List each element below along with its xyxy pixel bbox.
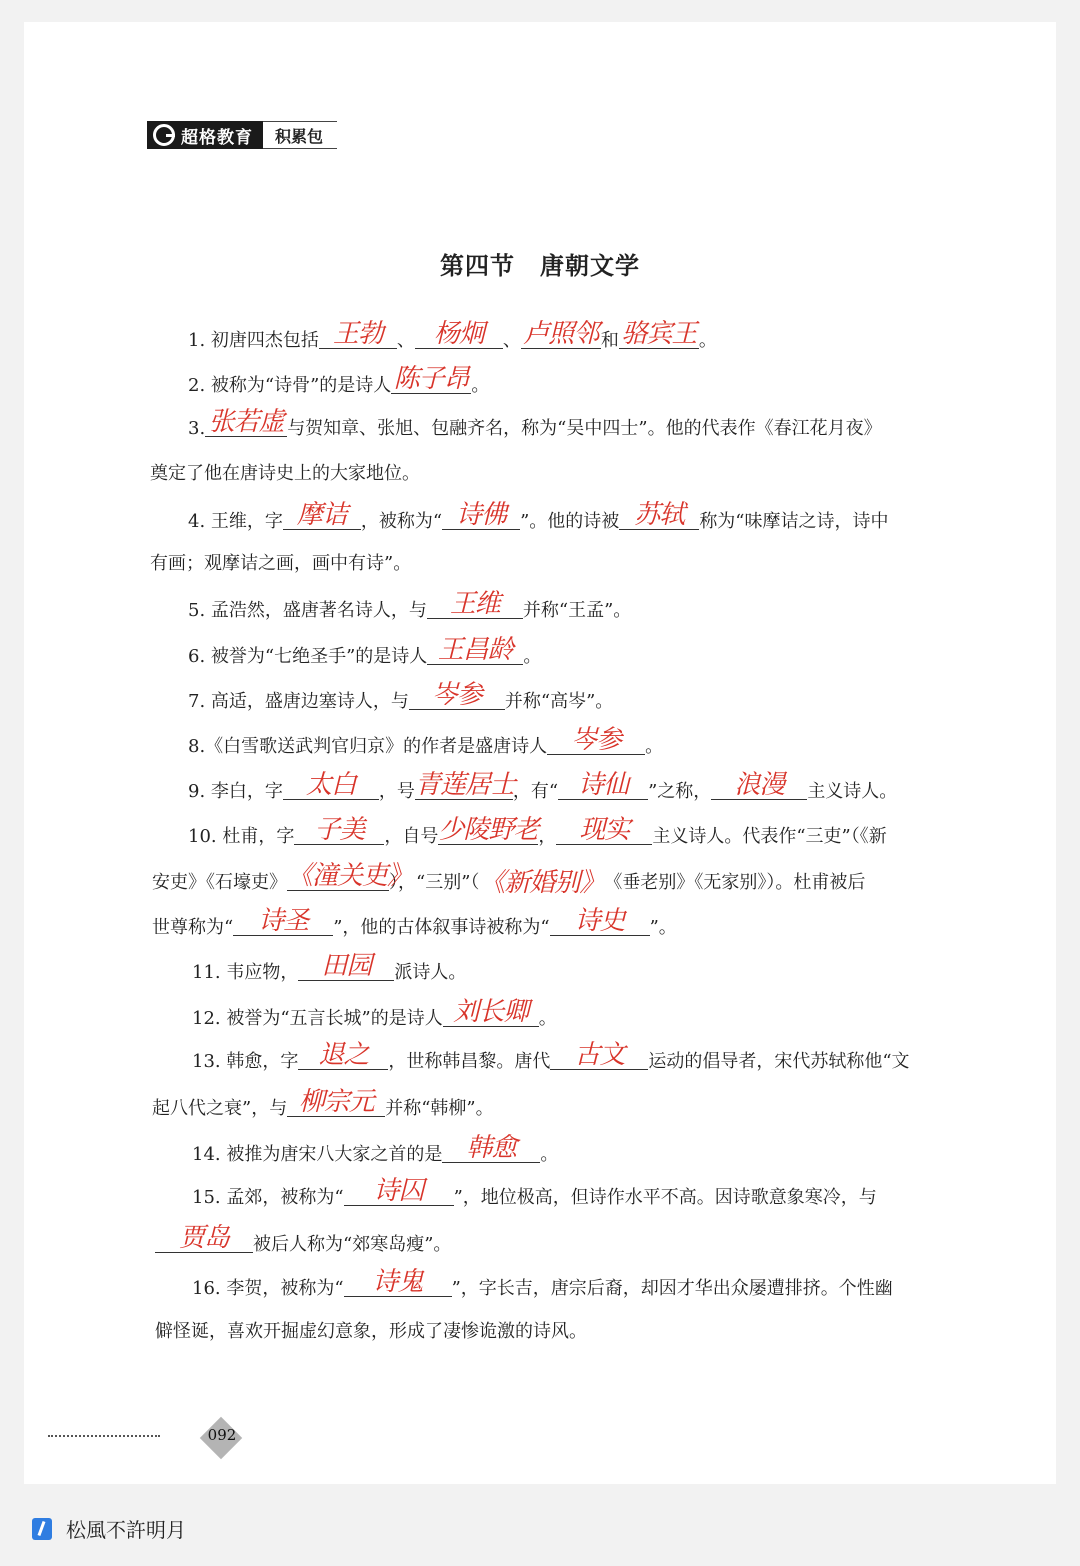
question-text: 世尊称为“ bbox=[152, 917, 234, 938]
question-text: 、 bbox=[396, 330, 415, 351]
handwritten-answer: 岑参 bbox=[431, 680, 482, 710]
footer-watermark bbox=[32, 1514, 186, 1543]
handwritten-answer: 卢照邻 bbox=[523, 319, 599, 349]
answer-blank bbox=[711, 770, 807, 800]
answer-blank bbox=[294, 815, 384, 845]
handwritten-answer: 苏轼 bbox=[634, 500, 685, 530]
question-text: 6. 被誉为“七绝圣手”的是诗人 bbox=[188, 646, 428, 667]
question-14 bbox=[192, 1133, 559, 1167]
question-text: ，世称韩昌黎。唐代 bbox=[388, 1051, 551, 1072]
question-text: ，自号 bbox=[384, 826, 439, 847]
handwritten-answer: 浪漫 bbox=[734, 770, 785, 800]
question-text: ”，地位极高，但诗作水平不高。因诗歌意象寒冷，与 bbox=[453, 1187, 877, 1208]
question-text: 。 bbox=[471, 375, 490, 396]
question-8 bbox=[188, 725, 664, 759]
question-text: 。 bbox=[523, 646, 542, 667]
handwritten-answer: 太白 bbox=[305, 770, 356, 800]
handwritten-answer: 骆宾王 bbox=[621, 319, 697, 349]
brand-name: 超格教育 bbox=[181, 127, 253, 148]
question-text: 14. 被推为唐宋八大家之首的是 bbox=[192, 1144, 443, 1165]
answer-blank bbox=[205, 407, 287, 437]
question-text: 9. 李白，字 bbox=[188, 781, 283, 802]
answer-blank bbox=[547, 725, 645, 755]
handwritten-answer: 青莲居士 bbox=[414, 770, 515, 800]
question-text: 3. bbox=[188, 418, 206, 439]
question-text: 。 bbox=[698, 330, 717, 351]
question-1 bbox=[188, 319, 717, 353]
question-text: 派诗人。 bbox=[394, 962, 467, 983]
question-13-line-2 bbox=[152, 1087, 494, 1121]
question-text: 《垂老别》《无家别》）。杜甫被后 bbox=[604, 872, 866, 893]
question-text: 16. 李贺，被称为“ bbox=[192, 1278, 344, 1299]
handwritten-answer: 《潼关吏》 bbox=[287, 861, 413, 891]
question-10-line-2 bbox=[152, 861, 866, 898]
handwritten-answer: 张若虚 bbox=[208, 407, 284, 437]
brand-header bbox=[147, 121, 337, 149]
question-text: 起八代之衰”，与 bbox=[152, 1098, 288, 1119]
question-text: 。 bbox=[538, 1008, 557, 1029]
answer-blank bbox=[287, 861, 413, 891]
question-text: 并称“高岑”。 bbox=[504, 691, 614, 712]
question-text: 10. 杜甫，字 bbox=[188, 826, 295, 847]
handwritten-answer: 王维 bbox=[449, 589, 500, 619]
question-4-line-2: 有画；观摩诘之画，画中有诗”。 bbox=[150, 553, 412, 574]
answer-blank bbox=[556, 815, 652, 845]
handwritten-answer: 韩愈 bbox=[466, 1133, 517, 1163]
answer-blank bbox=[283, 500, 361, 530]
handwritten-answer: 诗佛 bbox=[456, 500, 507, 530]
question-13 bbox=[192, 1040, 910, 1074]
question-2 bbox=[188, 364, 490, 398]
question-text: 安吏》《石壕吏》 bbox=[152, 872, 287, 893]
question-text: ， bbox=[538, 826, 557, 847]
handwritten-answer: 田园 bbox=[321, 951, 372, 981]
handwritten-answer: 刘长卿 bbox=[453, 997, 529, 1027]
answer-blank bbox=[550, 906, 650, 936]
question-text: 并称“王孟”。 bbox=[522, 600, 632, 621]
section-title: 第四节 唐朝文学 bbox=[440, 251, 640, 280]
question-text: 。 bbox=[645, 736, 664, 757]
question-3 bbox=[188, 407, 882, 441]
question-15 bbox=[192, 1176, 877, 1210]
handwritten-answer: 陈子昂 bbox=[393, 364, 469, 394]
handwritten-answer: 《新婚别》 bbox=[479, 868, 605, 898]
question-5 bbox=[188, 589, 632, 623]
question-text: 运动的倡导者，宋代苏轼称他“文 bbox=[648, 1051, 910, 1072]
handwritten-answer: 岑参 bbox=[571, 725, 622, 755]
handwritten-answer: 杨炯 bbox=[433, 319, 484, 349]
question-text: 4. 王维，字 bbox=[188, 511, 283, 532]
question-text: 12. 被誉为“五言长城”的是诗人 bbox=[192, 1008, 443, 1029]
question-text: 被后人称为“郊寒岛瘦”。 bbox=[253, 1234, 452, 1255]
handwritten-answer: 退之 bbox=[318, 1040, 369, 1070]
question-12 bbox=[192, 997, 557, 1031]
handwritten-answer: 摩诘 bbox=[296, 500, 347, 530]
question-10-line-3 bbox=[152, 906, 677, 940]
dotted-rule bbox=[48, 1435, 160, 1437]
answer-blank bbox=[391, 364, 471, 394]
answer-blank bbox=[427, 635, 523, 665]
answer-blank bbox=[619, 319, 699, 349]
question-4 bbox=[188, 500, 889, 534]
question-text: ，有“ bbox=[512, 781, 559, 802]
question-text: ”，他的古体叙事诗被称为“ bbox=[333, 917, 550, 938]
answer-blank bbox=[521, 319, 601, 349]
handwritten-answer: 诗圣 bbox=[258, 906, 309, 936]
question-text: ），“三别”（ bbox=[389, 872, 480, 893]
question-16-line-2: 僻怪诞，喜欢开掘虚幻意象，形成了凄惨诡激的诗风。 bbox=[155, 1321, 587, 1342]
question-text: 和 bbox=[600, 330, 619, 351]
question-text: 称为“味摩诘之诗，诗中 bbox=[699, 511, 889, 532]
question-text: 5. 孟浩然，盛唐著名诗人，与 bbox=[188, 600, 427, 621]
question-10 bbox=[188, 815, 887, 849]
answer-blank bbox=[414, 770, 515, 800]
question-text: 并称“韩柳”。 bbox=[385, 1098, 494, 1119]
question-15-line-2 bbox=[155, 1223, 452, 1257]
question-text: ”。他的诗被 bbox=[520, 511, 620, 532]
handwritten-answer: 少陵野老 bbox=[438, 815, 539, 845]
question-6 bbox=[188, 635, 542, 669]
logo-g-icon bbox=[153, 124, 175, 146]
answer-blank bbox=[283, 770, 379, 800]
answer-blank bbox=[233, 906, 333, 936]
question-16 bbox=[192, 1267, 893, 1301]
answer-blank bbox=[438, 815, 539, 845]
answer-blank bbox=[344, 1176, 454, 1206]
question-text: 与贺知章、张旭、包融齐名，称为“吴中四士”。他的代表作《春江花月夜》 bbox=[287, 418, 882, 439]
page-number bbox=[48, 1425, 248, 1445]
question-text: 、 bbox=[502, 330, 521, 351]
answer-blank bbox=[415, 319, 503, 349]
question-text: ，号 bbox=[378, 781, 415, 802]
handwritten-answer: 子美 bbox=[314, 815, 365, 845]
handwritten-answer: 王勃 bbox=[332, 319, 383, 349]
handwritten-answer: 古文 bbox=[574, 1040, 625, 1070]
question-text: 2. 被称为“诗骨”的是诗人 bbox=[188, 375, 392, 396]
handwritten-answer: 柳宗元 bbox=[298, 1087, 374, 1117]
handwritten-answer: 诗囚 bbox=[373, 1176, 424, 1206]
watermark-text: 松風不許明月 bbox=[66, 1518, 186, 1542]
handwritten-answer: 诗仙 bbox=[578, 770, 629, 800]
question-text: 13. 韩愈，字 bbox=[192, 1051, 299, 1072]
question-text: ，被称为“ bbox=[360, 511, 443, 532]
handwritten-answer: 王昌龄 bbox=[437, 635, 513, 665]
handwritten-answer: 诗鬼 bbox=[372, 1267, 423, 1297]
question-text: 11. 韦应物， bbox=[192, 962, 299, 983]
question-text: 主义诗人。代表作“三吏”（《新 bbox=[652, 826, 887, 847]
pack-label: 积累包 bbox=[263, 121, 337, 149]
answer-blank bbox=[442, 500, 520, 530]
answer-blank bbox=[427, 589, 523, 619]
question-7 bbox=[188, 680, 614, 714]
pen-app-icon bbox=[32, 1518, 52, 1540]
answer-blank bbox=[298, 1040, 388, 1070]
question-9 bbox=[188, 770, 898, 804]
answer-blank bbox=[443, 997, 539, 1027]
question-text: 8.《白雪歌送武判官归京》的作者是盛唐诗人 bbox=[188, 736, 548, 757]
question-3-line-2: 奠定了他在唐诗史上的大家地位。 bbox=[150, 463, 420, 484]
answer-blank bbox=[550, 1040, 648, 1070]
question-text: ”之称， bbox=[648, 781, 712, 802]
answer-blank bbox=[344, 1267, 452, 1297]
handwritten-answer: 诗史 bbox=[574, 906, 625, 936]
question-text: 主义诗人。 bbox=[807, 781, 898, 802]
answer-blank bbox=[558, 770, 648, 800]
question-text: 7. 高适，盛唐边塞诗人，与 bbox=[188, 691, 409, 712]
answer-blank bbox=[155, 1223, 253, 1253]
question-text: 。 bbox=[540, 1144, 559, 1165]
answer-blank bbox=[442, 1133, 540, 1163]
handwritten-answer: 现实 bbox=[579, 815, 630, 845]
answer-blank bbox=[619, 500, 699, 530]
question-text: 15. 孟郊，被称为“ bbox=[192, 1187, 344, 1208]
page-number-text: 092 bbox=[207, 1426, 237, 1444]
brand-logo bbox=[147, 121, 263, 149]
answer-blank bbox=[319, 319, 397, 349]
question-text: ”，字长吉，唐宗后裔，却因才华出众屡遭排挤。个性幽 bbox=[451, 1278, 893, 1299]
question-text: ”。 bbox=[649, 917, 677, 938]
handwritten-answer: 贾岛 bbox=[178, 1223, 229, 1253]
answer-blank bbox=[298, 951, 394, 981]
answer-blank bbox=[409, 680, 505, 710]
answer-blank bbox=[287, 1087, 385, 1117]
question-text: 1. 初唐四杰包括 bbox=[188, 330, 319, 351]
question-11 bbox=[192, 951, 467, 985]
